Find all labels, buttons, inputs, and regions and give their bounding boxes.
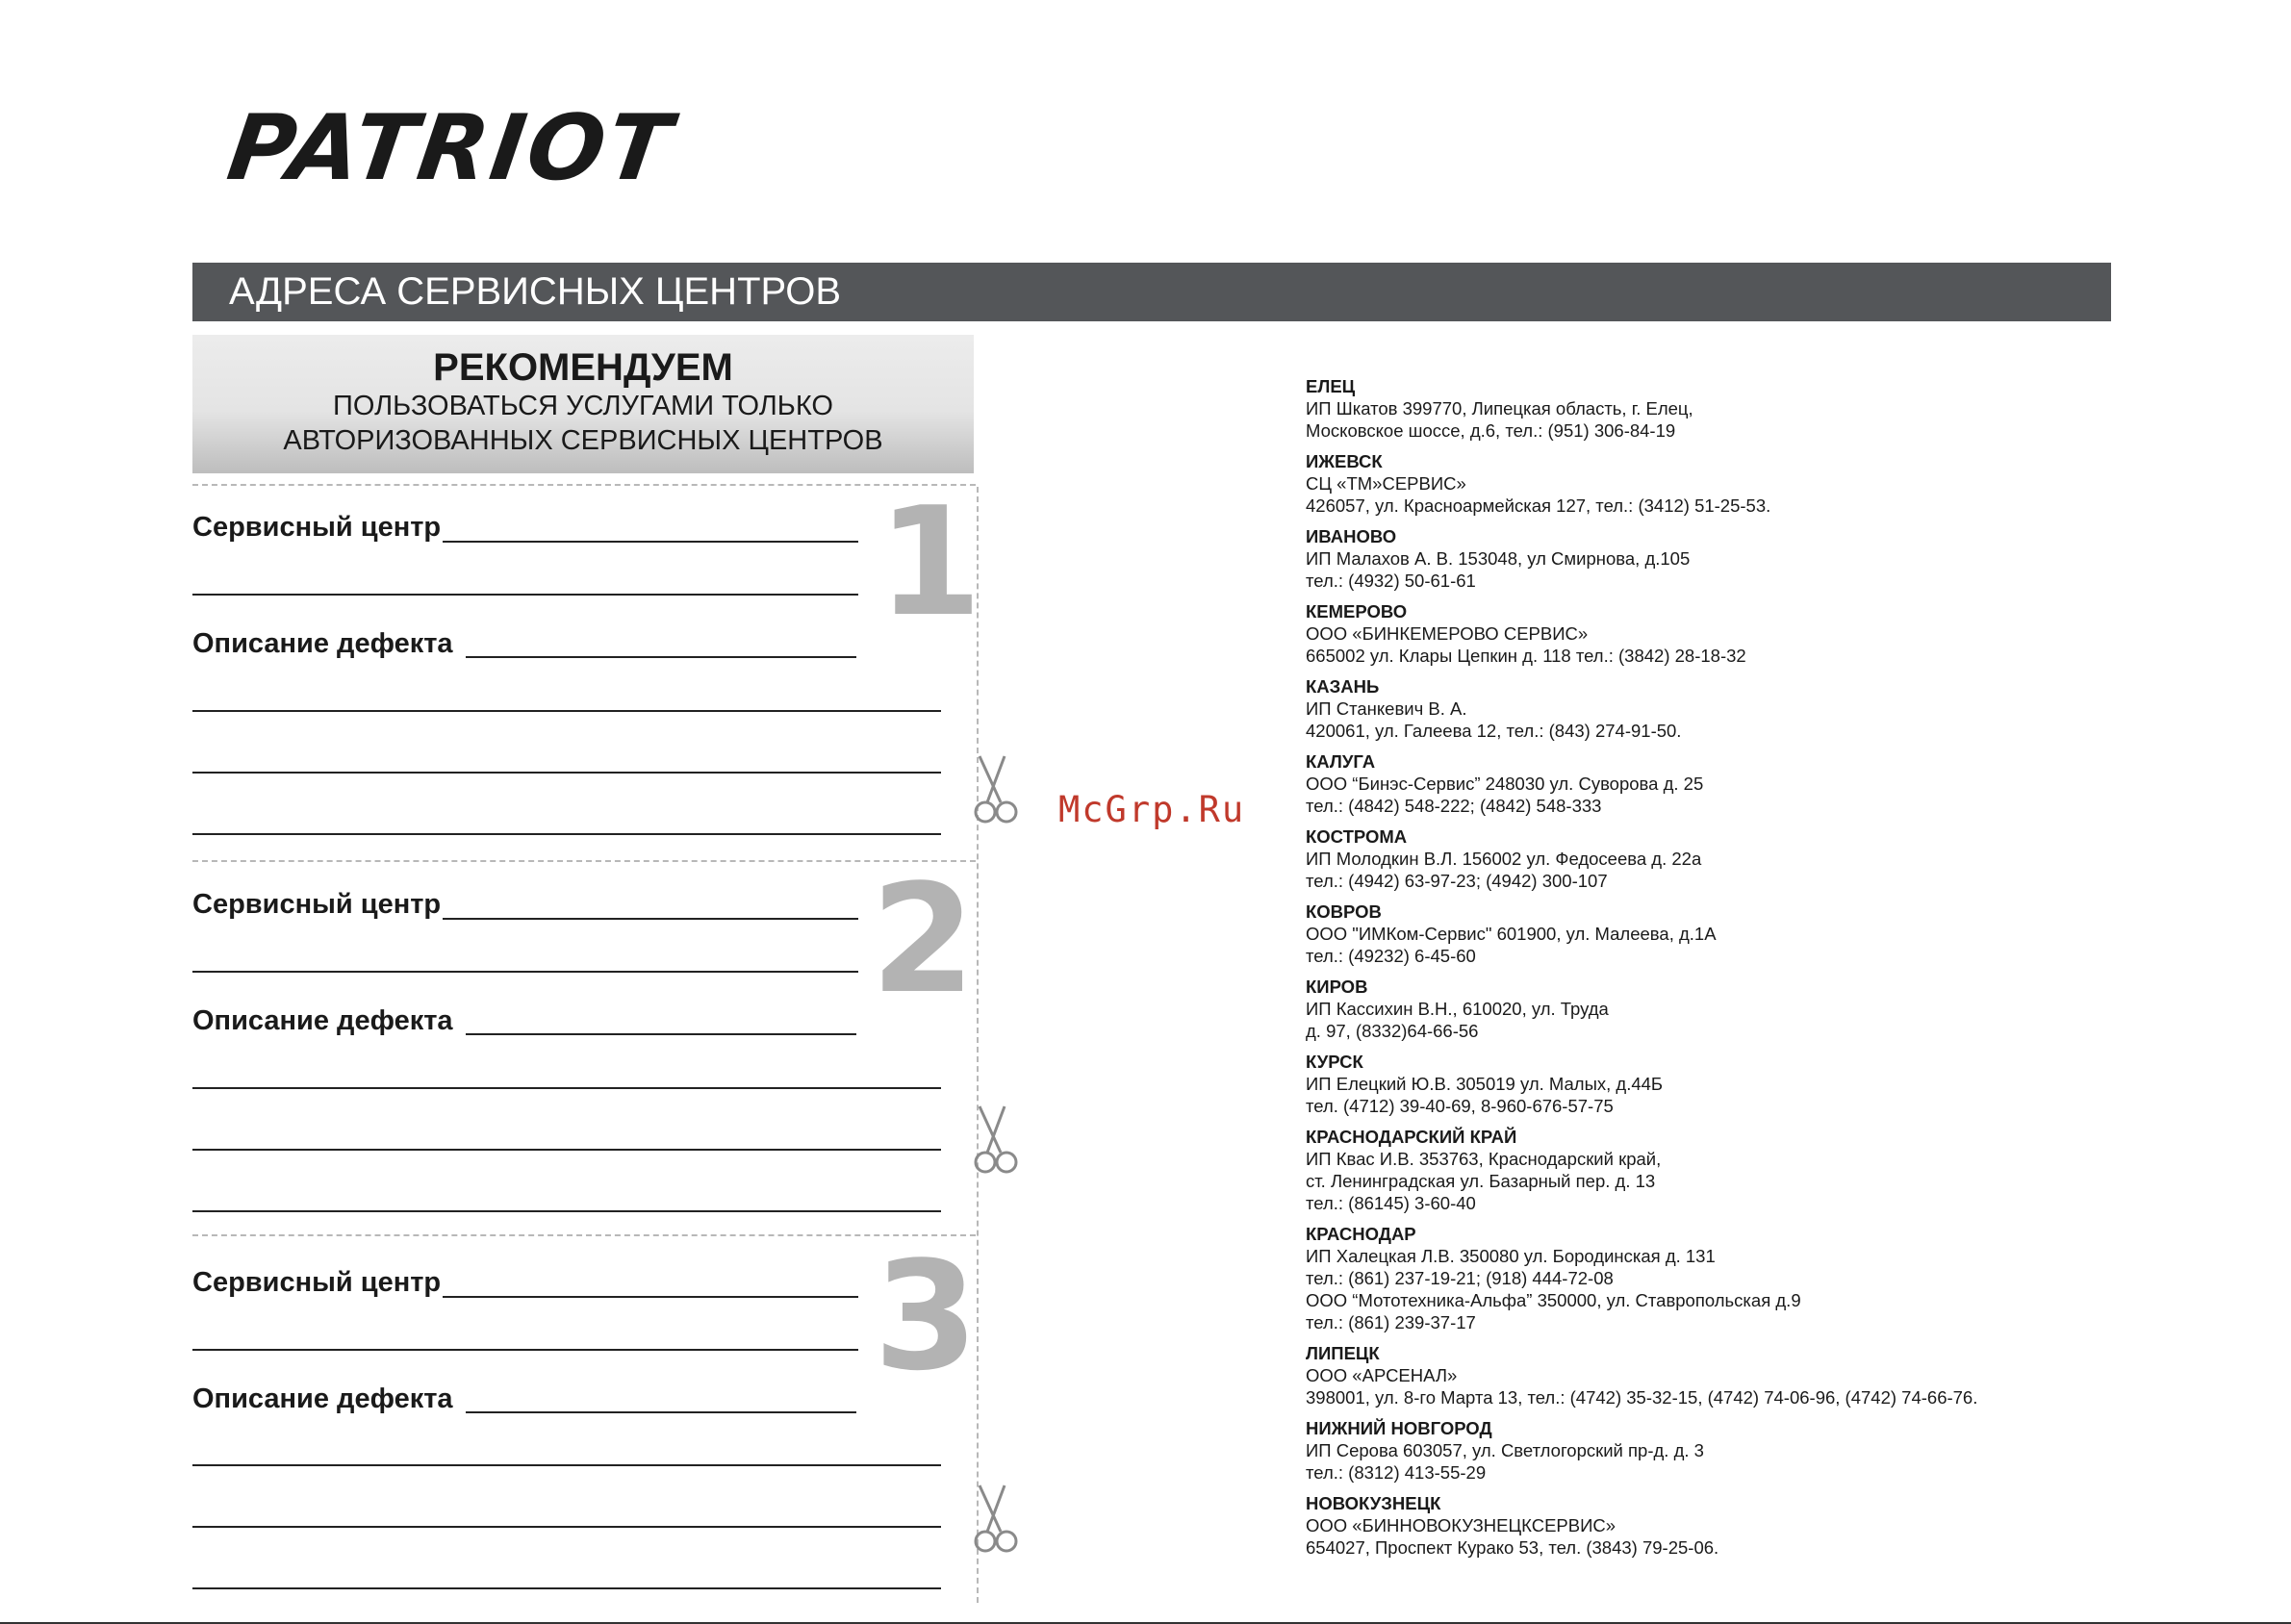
defect-description-field[interactable] — [466, 1411, 856, 1413]
address-line: ООО “Бинэс-Сервис” 248030 ул. Суворова д. 25 — [1306, 774, 1704, 794]
address-line: ИП Станкевич В. А. — [1306, 698, 1467, 719]
city-name: ЛИПЕЦК — [1306, 1343, 1380, 1363]
scissors-icon — [972, 1482, 1026, 1559]
defect-line[interactable] — [192, 1464, 941, 1466]
service-center-entry — [1306, 675, 2095, 742]
coupon-number: 3 — [874, 1229, 979, 1404]
tear-line-2 — [192, 1234, 976, 1236]
address-line: ИП Малахов А. В. 153048, ул Смирнова, д.105 — [1306, 548, 1691, 569]
address-line: тел.: (4932) 50-61-61 — [1306, 571, 1476, 591]
service-center-label: Сервисный центр — [192, 889, 442, 920]
address-line: ООО “Мототехника-Альфа” 350000, ул. Ставропольская д.9 — [1306, 1290, 1801, 1310]
address-line: ООО «БИННОВОКУЗНЕЦКСЕРВИС» — [1306, 1515, 1616, 1535]
service-center-entry — [1306, 525, 2095, 592]
address-line: ООО «АРСЕНАЛ» — [1306, 1365, 1458, 1385]
city-name: НИЖНИЙ НОВГОРОД — [1306, 1418, 1492, 1438]
scissors-icon — [972, 1103, 1026, 1180]
service-center-entry — [1306, 976, 2095, 1042]
city-name: ИВАНОВО — [1306, 526, 1397, 546]
address-line: 654027, Проспект Курако 53, тел. (3843) 79-25-06. — [1306, 1537, 1719, 1558]
service-center-label: Сервисный центр — [192, 1267, 442, 1298]
service-center-entry — [1306, 1126, 2095, 1214]
coupon-number: 2 — [871, 851, 976, 1027]
defect-line[interactable] — [192, 1087, 941, 1089]
city-name: КОВРОВ — [1306, 901, 1382, 922]
defect-description-field[interactable] — [466, 656, 856, 658]
service-center-entry — [1306, 600, 2095, 667]
service-center-entry — [1306, 825, 2095, 892]
service-centers-list — [1306, 375, 2095, 1567]
address-line: ИП Серова 603057, ул. Светлогорский пр-д. д. 3 — [1306, 1440, 1704, 1460]
service-center-field-line-2[interactable] — [192, 1349, 858, 1351]
address-line: 426057, ул. Красноармейская 127, тел.: (3412) 51-25-53. — [1306, 495, 1771, 516]
service-center-entry — [1306, 375, 2095, 442]
recommend-banner — [192, 335, 974, 473]
city-name: ИЖЕВСК — [1306, 451, 1383, 471]
address-line: тел.: (4842) 548-222; (4842) 548-333 — [1306, 796, 1602, 816]
city-name: КОСТРОМА — [1306, 826, 1408, 847]
defect-line[interactable] — [192, 710, 941, 712]
address-line: 420061, ул. Галеева 12, тел.: (843) 274-91-50. — [1306, 721, 1682, 741]
service-center-entry — [1306, 750, 2095, 817]
city-name: ЕЛЕЦ — [1306, 376, 1356, 396]
address-line: тел.: (861) 237-19-21; (918) 444-72-08 — [1306, 1268, 1614, 1288]
tear-line-top — [192, 484, 976, 486]
city-name: КИРОВ — [1306, 977, 1368, 997]
address-line: 665002 ул. Клары Цепкин д. 118 тел.: (3842) 28-18-32 — [1306, 646, 1746, 666]
tear-line-1 — [192, 860, 976, 862]
address-line: ИП Квас И.В. 353763, Краснодарский край, — [1306, 1149, 1662, 1169]
address-line: тел.: (86145) 3-60-40 — [1306, 1193, 1476, 1213]
defect-line[interactable] — [192, 1210, 941, 1212]
city-name: КЕМЕРОВО — [1306, 601, 1408, 622]
city-name: КАЗАНЬ — [1306, 676, 1380, 697]
recommend-line-2: АВТОРИЗОВАННЫХ СЕРВИСНЫХ ЦЕНТРОВ — [283, 425, 883, 456]
address-line: ООО «БИНКЕМЕРОВО СЕРВИС» — [1306, 623, 1589, 644]
address-line: ст. Ленинградская ул. Базарный пер. д. 13 — [1306, 1171, 1656, 1191]
address-line: ИП Молодкин В.Л. 156002 ул. Федосеева д. 22а — [1306, 849, 1702, 869]
service-center-entry — [1306, 450, 2095, 517]
service-center-field[interactable] — [443, 1296, 858, 1298]
address-line: ИП Шкатов 399770, Липецкая область, г. Елец, — [1306, 398, 1693, 419]
recommend-line-1: ПОЛЬЗОВАТЬСЯ УСЛУГАМИ ТОЛЬКО — [333, 391, 833, 421]
city-name: НОВОКУЗНЕЦК — [1306, 1493, 1441, 1513]
address-line: тел. (4712) 39-40-69, 8-960-676-57-75 — [1306, 1096, 1614, 1116]
city-name: КРАСНОДАР — [1306, 1224, 1416, 1244]
service-center-entry — [1306, 1342, 2095, 1408]
address-line: ИП Кассихин В.Н., 610020, ул. Труда — [1306, 999, 1609, 1019]
address-line: тел.: (49232) 6-45-60 — [1306, 946, 1476, 966]
defect-description-label: Описание дефекта — [192, 1005, 453, 1036]
city-name: КАЛУГА — [1306, 751, 1376, 772]
address-line: ИП Елецкий Ю.В. 305019 ул. Малых, д.44Б — [1306, 1074, 1664, 1094]
defect-line[interactable] — [192, 1587, 941, 1589]
service-center-entry — [1306, 1223, 2095, 1333]
watermark: McGrp.Ru — [1058, 789, 1246, 830]
address-line: тел.: (861) 239-37-17 — [1306, 1312, 1476, 1332]
defect-line[interactable] — [192, 1526, 941, 1528]
address-line: тел.: (4942) 63-97-23; (4942) 300-107 — [1306, 871, 1608, 891]
address-line: 398001, ул. 8-го Марта 13, тел.: (4742) 35-32-15, (4742) 74-06-96, (4742) 74-66-76. — [1306, 1387, 1978, 1408]
address-line: тел.: (8312) 413-55-29 — [1306, 1462, 1487, 1483]
service-center-field-line-2[interactable] — [192, 594, 858, 596]
address-line: ИП Халецкая Л.В. 350080 ул. Бородинская д. 131 — [1306, 1246, 1716, 1266]
patriot-logo: PATRIOT — [221, 96, 680, 201]
page-title-bar: АДРЕСА СЕРВИСНЫХ ЦЕНТРОВ — [192, 263, 2111, 321]
address-line: СЦ «ТМ»СЕРВИС» — [1306, 473, 1466, 494]
city-name: КУРСК — [1306, 1052, 1363, 1072]
defect-description-label: Описание дефекта — [192, 628, 453, 659]
defect-description-label: Описание дефекта — [192, 1383, 453, 1414]
service-center-label: Сервисный центр — [192, 512, 442, 543]
tear-line-vertical — [977, 487, 979, 1603]
defect-description-field[interactable] — [466, 1033, 856, 1035]
recommend-title: РЕКОМЕНДУЕМ — [433, 346, 733, 389]
service-center-field-line-2[interactable] — [192, 971, 858, 973]
city-name: КРАСНОДАРСКИЙ КРАЙ — [1306, 1127, 1517, 1147]
scissors-icon — [972, 752, 1026, 829]
address-line: д. 97, (8332)64-66-56 — [1306, 1021, 1479, 1041]
service-center-entry — [1306, 1417, 2095, 1484]
service-center-entry — [1306, 1051, 2095, 1117]
coupon-number: 1 — [878, 474, 982, 649]
defect-line[interactable] — [192, 833, 941, 835]
address-line: Московское шоссе, д.6, тел.: (951) 306-84-19 — [1306, 420, 1676, 441]
address-line: ООО "ИМКом-Сервис" 601900, ул. Малеева, д.1А — [1306, 924, 1717, 944]
service-center-field[interactable] — [443, 541, 858, 543]
service-center-field[interactable] — [443, 918, 858, 920]
defect-line[interactable] — [192, 1149, 941, 1151]
service-center-entry — [1306, 1492, 2095, 1559]
defect-line[interactable] — [192, 772, 941, 774]
service-center-entry — [1306, 901, 2095, 967]
